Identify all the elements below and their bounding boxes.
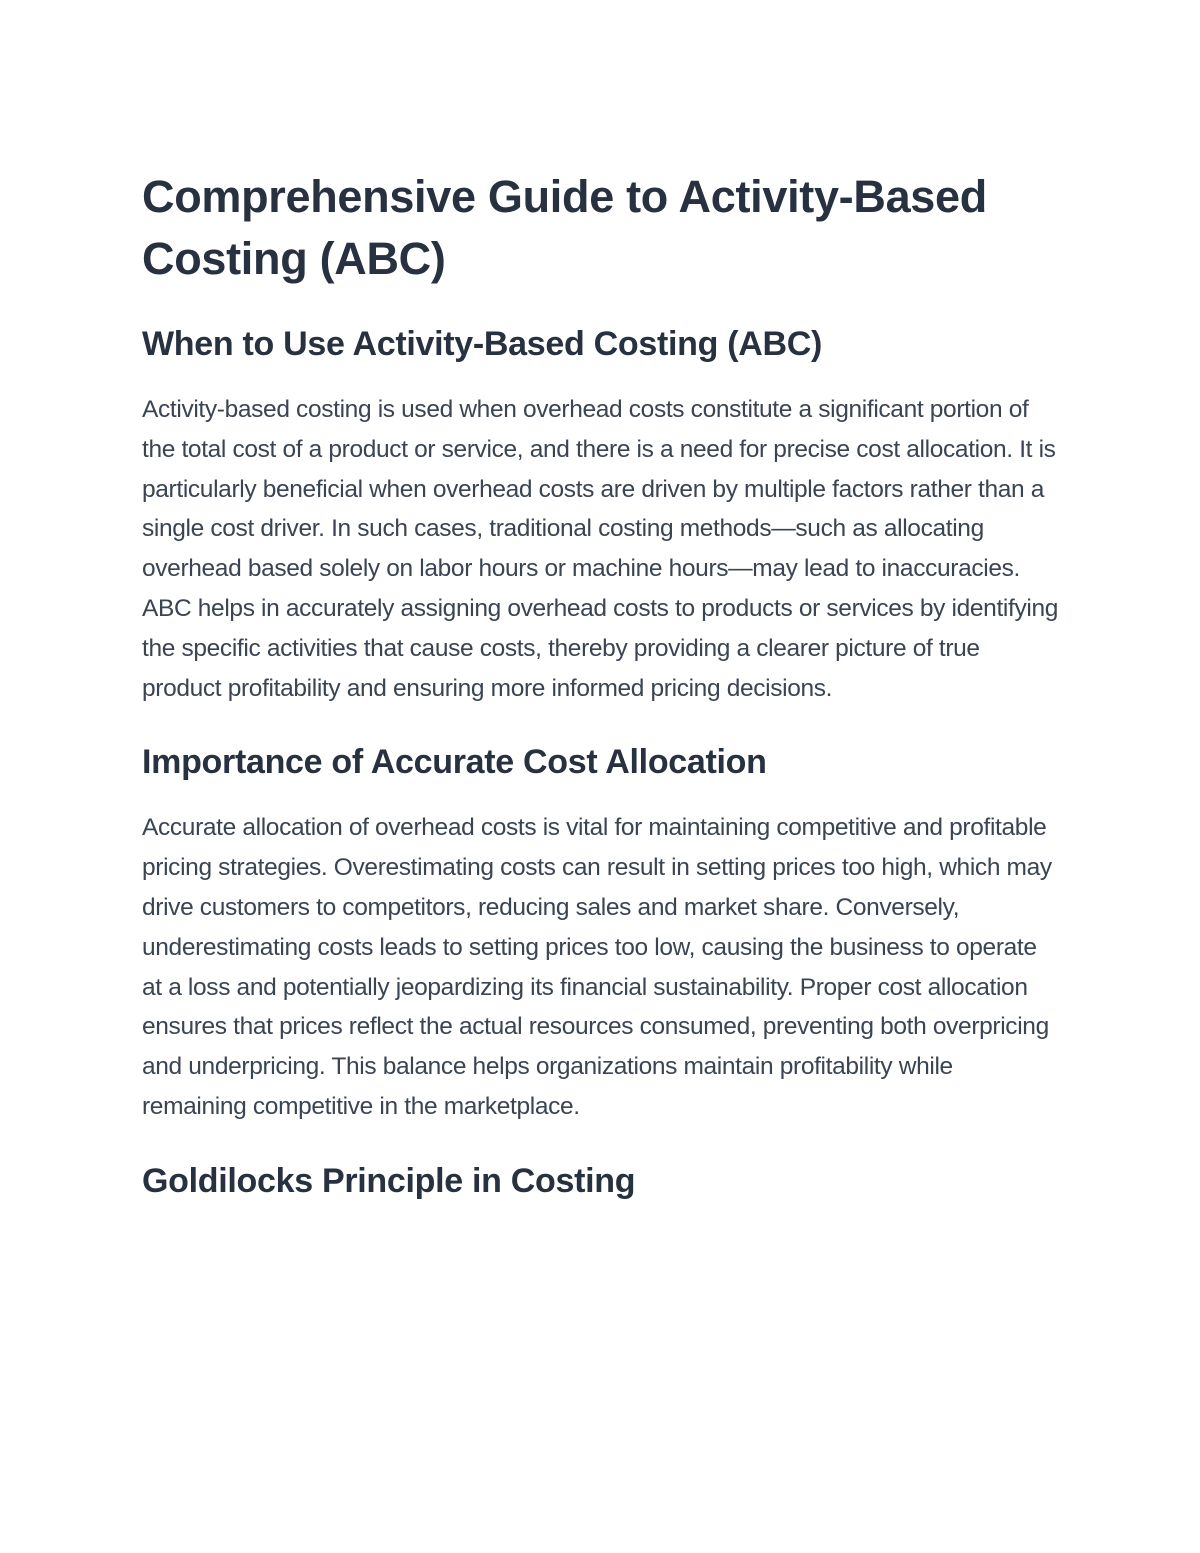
section-body-importance-of-accurate-cost-allocation: Accurate allocation of overhead costs is vital for maintaining competitive and profitable pricing strategies. Overestimating costs can result in setting prices too high, which may drive customers to competitors, reducing sales and market share. Conversely, underestimating costs leads to setting prices too low, causing the business to operate at a loss and potentially jeopardizing its financial sustainability. Proper cost allocation ensures that prices reflect the actual resources consumed, preventing both overpricing and underpricing. This balance helps organizations maintain profitability while remaining competitive in the marketplace. — [142, 814, 1052, 1120]
section-heading-when-to-use-abc: When to Use Activity-Based Costing (ABC) — [142, 325, 823, 363]
document-page — [142, 166, 1062, 1203]
section-heading-goldilocks-principle: Goldilocks Principle in Costing — [142, 1161, 636, 1200]
section-heading-importance-of-accurate-cost-allocation: Importance of Accurate Cost Allocation — [142, 743, 767, 782]
section-body-when-to-use-abc: Activity-based costing is used when overhead costs constitute a significant portion of the total cost of a product or service, and there is a need for precise cost allocation. It is particularly beneficial when overhead costs are driven by multiple factors rather than a single cost driver. In such cases, traditional costing methods—such as allocating overhead based solely on labor hours or machine hours—may lead to inaccuracies. ABC helps in accurately assigning overhead costs to products or services by identifying the specific activities that cause costs, thereby providing a clearer picture of true product profitability and ensuring more informed pricing decisions. — [142, 396, 1059, 702]
page-title: Comprehensive Guide to Activity-Based Costing (ABC) — [142, 171, 987, 284]
